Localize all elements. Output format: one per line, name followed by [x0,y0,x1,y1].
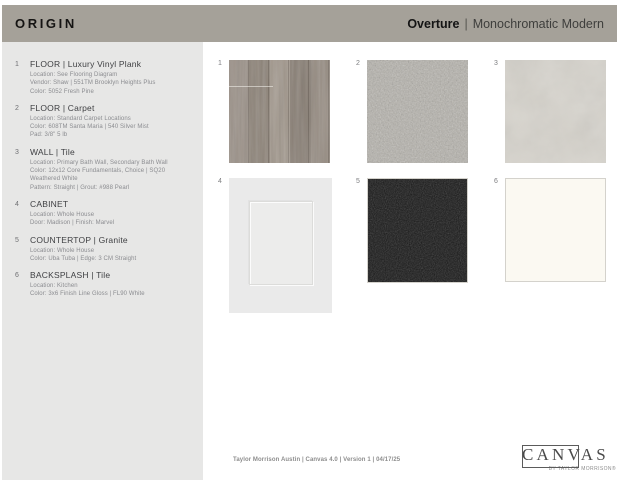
canvas-logo-text: CANVAS [522,445,609,464]
swatch-cell-5 [356,178,468,283]
swatch-number: 3 [494,60,498,67]
spec-number: 3 [15,148,19,156]
swatch-cell-4 [218,178,332,313]
spec-detail: Location: Whole House [30,247,95,254]
swatch-cabinet-door-image [229,178,332,313]
swatch-carpet-image [367,60,468,163]
spec-title: CABINET [30,198,69,209]
spec-detail: Location: Primary Bath Wall, Secondary Bath Wall [30,159,168,166]
spec-detail: Location: Standard Carpet Locations [30,115,131,122]
canvas-logo [522,443,616,472]
swatch-number: 5 [356,178,360,185]
scheme-separator: | [464,16,468,31]
wood-grain-texture [229,60,330,163]
swatch-luxury-vinyl-plank-image [229,60,330,163]
spec-title: FLOOR | Luxury Vinyl Plank [30,59,142,69]
swatch-wall-tile-image [505,60,606,163]
spec-detail: Door: Madison | Finish: Marvel [30,220,115,227]
swatch-cell-1 [218,60,330,163]
spec-title: COUNTERTOP | Granite [30,234,128,245]
spec-item-cabinet [15,200,195,228]
spec-detail: Vendor: Shaw | 551TM Brooklyn Heights Plus [30,80,156,87]
spec-detail: Color: 608TM Santa Maria | 540 Silver Mist [30,124,149,131]
carpet-speckle-texture [367,60,468,163]
spec-number: 6 [15,272,19,280]
swatch-number: 4 [218,178,222,185]
spec-detail: Location: Kitchen [30,283,78,290]
swatch-backsplash-tile-image [505,178,606,282]
spec-detail: Color: Uba Tuba | Edge: 3 CM Straight [30,255,137,262]
style-name: Monochromatic Modern [472,16,604,31]
canvas-logo-tagline: BY TAYLOR MORRISON® [548,466,616,472]
spec-item-countertop [15,236,195,264]
spec-number: 5 [15,236,19,244]
swatch-cell-3 [494,60,606,163]
swatch-number: 1 [218,60,222,67]
swatch-number: 2 [356,60,360,67]
cabinet-inset-panel [249,201,313,285]
spec-detail: Location: See Flooring Diagram [30,72,118,78]
spec-detail: Location: Whole House [30,211,95,218]
spec-item-backsplash [15,271,195,299]
header-band [2,5,617,42]
stone-mottle-texture [505,60,606,163]
plank-seam [229,86,273,87]
spec-title: WALL | Tile [30,146,75,157]
spec-number: 4 [15,200,19,208]
spec-detail: Pattern: Straight | Grout: #988 Pearl [30,184,130,191]
spec-detail: Color: 5052 Fresh Pine [30,88,94,95]
swatch-granite-image [367,178,468,283]
spec-detail: Color: 12x12 Core Fundamentals, Choice | SQ20 Weathered White [30,168,166,183]
spec-title: FLOOR | Carpet [30,102,95,113]
spec-title: BACKSPLASH | Tile [30,270,111,281]
brand-title: ORIGIN [15,16,77,31]
spec-item-wall-tile [15,148,195,192]
swatch-number: 6 [494,178,498,185]
swatch-cell-6 [494,178,606,282]
spec-item-floor-lvp [15,60,195,96]
swatch-cell-2 [356,60,468,163]
spec-detail: Color: 3x6 Finish Line Gloss | FL90 White [30,291,145,298]
collection-name: Overture [407,16,460,31]
spec-panel [2,42,203,480]
footer-credit: Taylor Morrison Austin | Canvas 4.0 | Version 1 | 04/17/25 [233,457,401,463]
spec-number: 2 [15,104,19,112]
spec-number: 1 [15,61,19,68]
spec-item-floor-carpet [15,104,195,140]
spec-detail: Pad: 3/8" 5 lb [30,132,68,139]
granite-speckle-texture [368,179,467,282]
scheme-title [407,17,604,31]
